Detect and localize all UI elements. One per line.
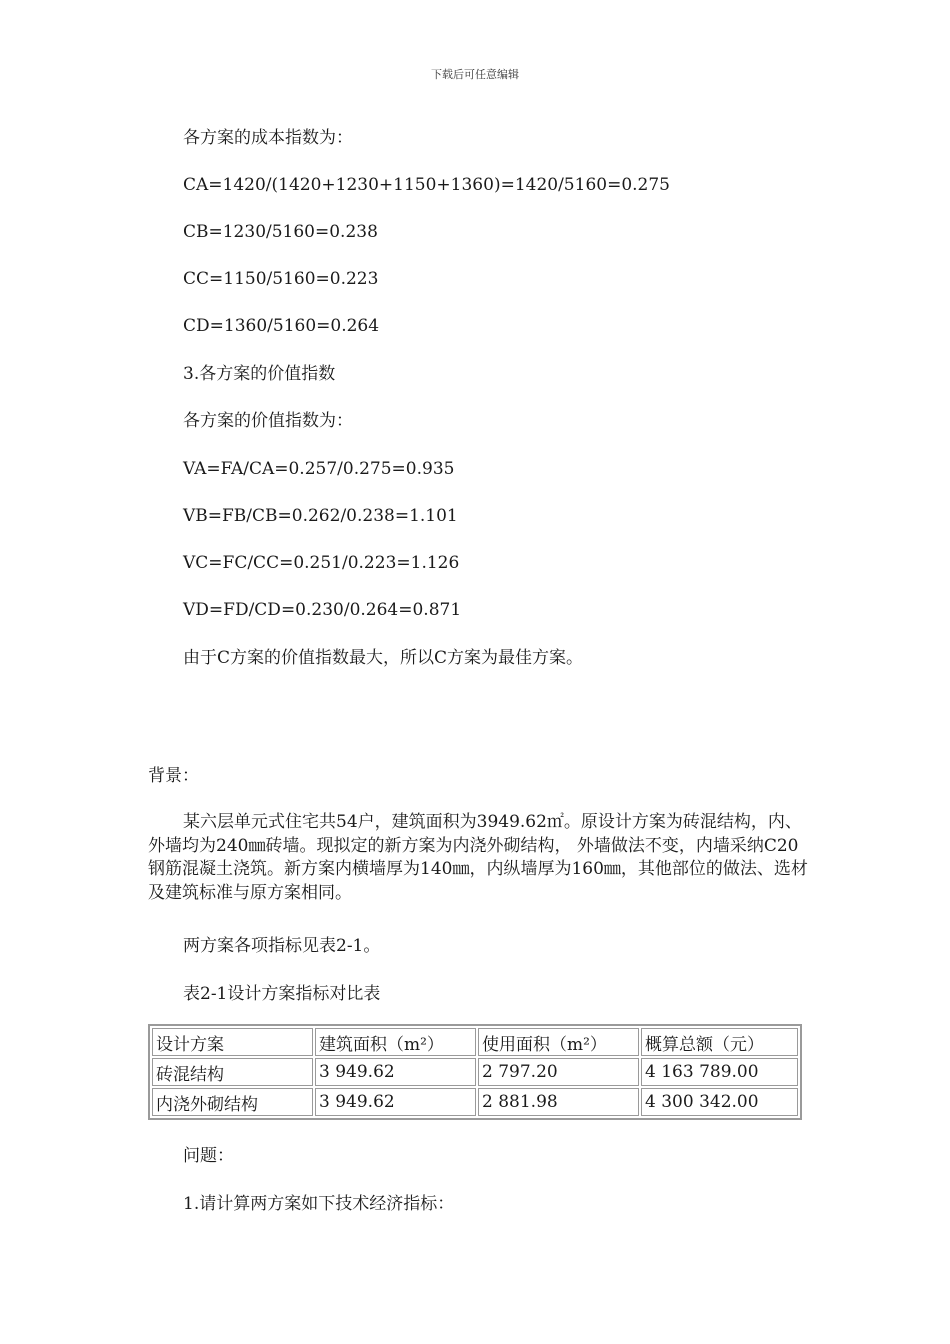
value-index-line-c: VC=FC/CC=0.251/0.223=1.126 bbox=[183, 553, 460, 573]
table-header-row bbox=[152, 1028, 798, 1056]
comparison-table bbox=[148, 1024, 802, 1120]
table-cell: 4 163 789.00 bbox=[641, 1058, 798, 1086]
table-row bbox=[152, 1058, 798, 1086]
questions-label: 问题： bbox=[183, 1146, 234, 1166]
cost-index-line-b: CB=1230/5160=0.238 bbox=[183, 222, 378, 242]
table-header-cell: 建筑面积（m²） bbox=[315, 1028, 476, 1056]
cost-index-line-c: CC=1150/5160=0.223 bbox=[183, 269, 379, 289]
table-caption: 表2-1设计方案指标对比表 bbox=[183, 984, 381, 1004]
value-conclusion: 由于C方案的价值指数最大，所以C方案为最佳方案。 bbox=[183, 648, 584, 668]
table-cell: 砖混结构 bbox=[152, 1058, 313, 1086]
cost-index-intro: 各方案的成本指数为： bbox=[183, 128, 353, 148]
table-cell: 2 797.20 bbox=[478, 1058, 639, 1086]
page-header: 下载后可任意编辑 bbox=[431, 68, 519, 81]
cost-index-line-a: CA=1420/(1420+1230+1150+1360)=1420/5160=0.275 bbox=[183, 175, 670, 195]
table-row bbox=[152, 1088, 798, 1116]
background-label: 背景： bbox=[148, 766, 199, 786]
value-index-line-a: VA=FA/CA=0.257/0.275=0.935 bbox=[183, 459, 455, 479]
table-header-cell: 设计方案 bbox=[152, 1028, 313, 1056]
table-cell: 2 881.98 bbox=[478, 1088, 639, 1116]
table-reference: 两方案各项指标见表2-1。 bbox=[183, 936, 381, 956]
value-index-intro: 各方案的价值指数为： bbox=[183, 411, 353, 431]
value-index-line-b: VB=FB/CB=0.262/0.238=1.101 bbox=[183, 506, 458, 526]
table-header-cell: 概算总额（元） bbox=[641, 1028, 798, 1056]
question-item: 1.请计算两方案如下技术经济指标： bbox=[183, 1194, 455, 1214]
table-header-cell: 使用面积（m²） bbox=[478, 1028, 639, 1056]
cost-index-line-d: CD=1360/5160=0.264 bbox=[183, 316, 380, 336]
background-paragraph: 某六层单元式住宅共54户，建筑面积为3949.62㎡。原设计方案为砖混结构，内、外墙均为240㎜砖墙。现拟定的新方案为内浇外砌结构， 外墙做法不变，内墙采纳C20钢筋混凝土浇筑。新方案内横墙厚为140㎜，内纵墙厚为160㎜，其他部位的做法、选材及建筑标准与原方案相同。 bbox=[148, 812, 808, 903]
table-cell: 3 949.62 bbox=[315, 1058, 476, 1086]
value-index-line-d: VD=FD/CD=0.230/0.264=0.871 bbox=[183, 600, 462, 620]
table-cell: 4 300 342.00 bbox=[641, 1088, 798, 1116]
table-cell: 3 949.62 bbox=[315, 1088, 476, 1116]
table-cell: 内浇外砌结构 bbox=[152, 1088, 313, 1116]
value-index-heading: 3.各方案的价值指数 bbox=[183, 364, 336, 384]
